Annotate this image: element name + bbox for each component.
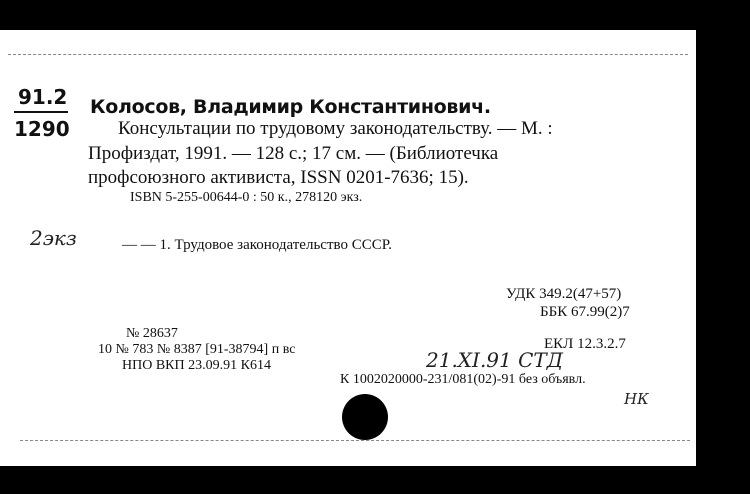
udk-code: УДК 349.2(47+57)	[506, 286, 622, 302]
order-number: № 28637	[126, 326, 178, 341]
handwritten-date: 21.XI.91 СТД	[426, 348, 564, 372]
bottom-dashed-line	[20, 440, 690, 441]
title-line-3: профсоюзного активиста, ISSN 0201-7636; 15).	[88, 167, 469, 188]
catalog-card	[0, 30, 696, 466]
author-heading: Колосов, Владимир Константинович.	[90, 96, 491, 118]
shelfmark-line2: 1290	[14, 117, 70, 141]
npo-line: НПО ВКП 23.09.91 К614	[122, 358, 271, 373]
subject-heading: — — 1. Трудовое законодательство СССР.	[122, 237, 392, 253]
k-line: К 1002020000-231/081(02)-91 без объявл.	[340, 372, 586, 387]
punch-hole	[342, 394, 388, 440]
title-line-1: Консультации по трудовому законодательству. — М. :	[118, 118, 553, 139]
top-dashed-line	[8, 54, 688, 55]
isbn-line: ISBN 5-255-00644-0 : 50 к., 278120 экз.	[130, 190, 363, 205]
ekl-code: ЕКЛ 12.3.2.7	[544, 336, 626, 352]
shelfmark-line1: 91.2	[18, 85, 68, 109]
handwritten-initials: НК	[624, 390, 649, 408]
order-line: 10 № 783 № 8387 [91-38794] п вс	[98, 342, 296, 357]
shelfmark-divider	[14, 111, 68, 113]
title-line-2: Профиздат, 1991. — 128 с.; 17 см. — (Библиотечка	[88, 143, 499, 164]
handwritten-copies-note: 2экз	[30, 226, 77, 250]
bbk-code: ББК 67.99(2)7	[540, 304, 630, 320]
